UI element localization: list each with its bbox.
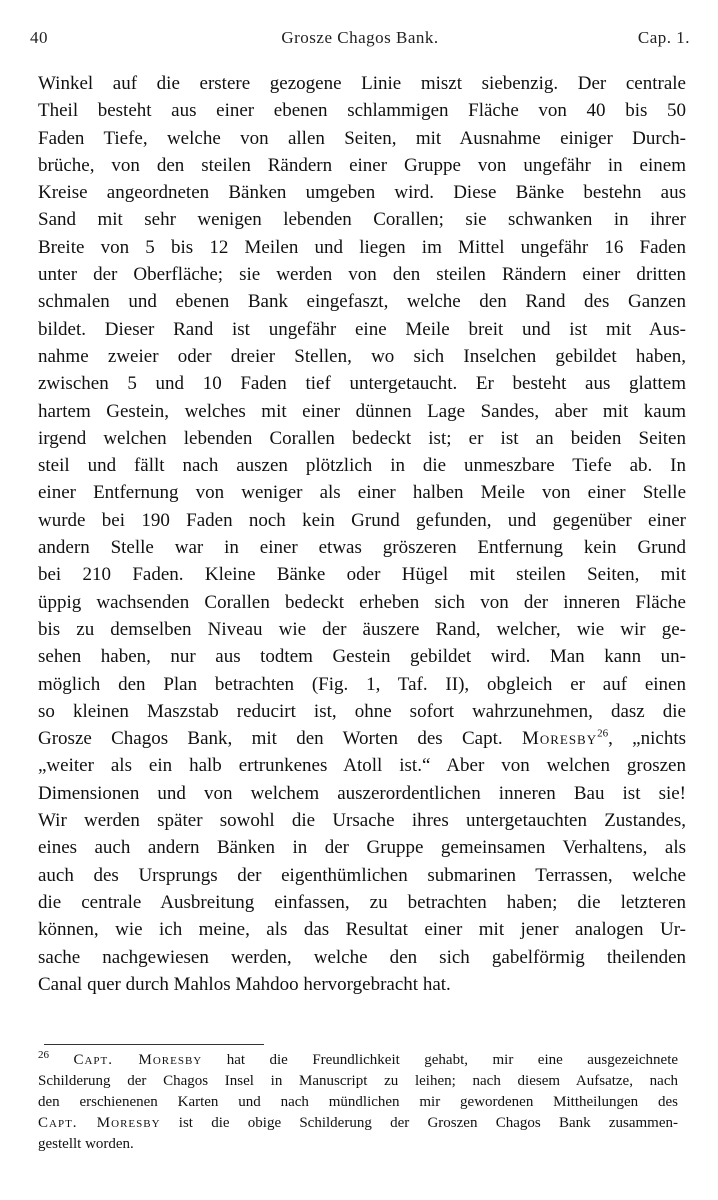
author-name: Moresby (521, 728, 598, 750)
text-line: Breite von 5 bis 12 Meilen und liegen im Mittel ungefähr 16 Faden (38, 236, 686, 258)
text-line: einer Entfernung von weniger als einer halben Meile von einer Stelle (38, 482, 686, 504)
text-line: unter der Oberfläche; sie werden von den steilen Rändern einer dritten (38, 264, 686, 286)
footnote-line: gestellt worden. (38, 1136, 134, 1152)
text-line: Faden Tiefe, welche von allen Seiten, mit Ausnahme einiger Durch- (38, 127, 686, 149)
text-line: auch des Ursprungs der eigenthümlichen submarinen Terrassen, welche (38, 864, 686, 886)
chapter-label: Cap. 1. (637, 28, 690, 47)
text-line: wurde bei 190 Faden noch kein Grund gefunden, und gegenüber einer (38, 509, 686, 531)
text-line: üppig wachsenden Corallen bedeckt erheben sich von der inneren Fläche (38, 591, 686, 613)
text-line-moresby: Grosze Chagos Bank, mit den Worten des Capt. Moresby$^{26}$, „nichts (38, 727, 686, 750)
text-line: Sand mit sehr wenigen lebenden Corallen; sie schwanken in ihrer (38, 209, 686, 231)
page-number: 40 (30, 28, 48, 47)
text-line: irgend welchen lebenden Corallen bedeckt ist; er ist an beiden Seiten (38, 427, 686, 449)
text-line: so kleinen Maszstab reducirt ist, ohne sofort wahrzunehmen, dasz die (38, 700, 686, 722)
text-line: Dimensionen und von welchem auszerordentlichen inneren Bau ist sie! (38, 782, 686, 804)
main-text (38, 70, 686, 998)
text-line: Kreise angeordneten Bänken umgeben wird. Diese Bänke bestehn aus (38, 182, 686, 204)
page-header (30, 28, 690, 52)
footnote-rule (44, 1044, 264, 1045)
text-line: möglich den Plan betrachten (Fig. 1, Taf. II), obgleich er auf einen (38, 673, 686, 695)
text-line: Winkel auf die erstere gezogene Linie miszt siebenzig. Der centrale (38, 73, 686, 94)
text-line: brüche, von den steilen Rändern einer Gruppe von ungefähr in einem (38, 154, 686, 176)
running-title: Grosze Chagos Bank. (281, 28, 439, 47)
footnote-line: Capt. Moresby ist die obige Schilderung der Groszen Chagos Bank zusammen- (38, 1115, 679, 1131)
text-line: Canal quer durch Mahlos Mahdoo hervorgebracht hat. (38, 973, 451, 995)
text-line: bis zu demselben Niveau wie der äuszere Rand, welcher, wie wir ge- (38, 618, 686, 640)
footnote-line: Schilderung der Chagos Insel in Manuscript zu leihen; nach diesem Aufsatze, nach (38, 1073, 678, 1089)
footnote (38, 1050, 678, 1155)
text-line: eines auch andern Bänken in der Gruppe gemeinsamen Verhaltens, als (38, 837, 686, 859)
text-line: nahme zweier oder dreier Stellen, wo sich Inselchen gebildet haben, (38, 345, 686, 367)
text-line: sehen haben, nur aus todtem Gestein gebildet wird. Man kann un- (38, 646, 686, 668)
text-line: andern Stelle war in einer etwas gröszeren Entfernung kein Grund (38, 537, 686, 559)
text-line: Wir werden später sowohl die Ursache ihres untergetauchten Zustandes, (38, 810, 686, 832)
footnote-line: $^{26}$ Capt. Moresby hat die Freundlichkeit gehabt, mir eine ausgezeichnete (38, 1049, 679, 1068)
footnote-number: 26 (38, 1049, 49, 1061)
text-line: bei 210 Faden. Kleine Bänke oder Hügel mit steilen Seiten, mit (38, 564, 686, 586)
text-line: Theil besteht aus einer ebenen schlammigen Fläche von 40 bis 50 (38, 100, 686, 122)
footnote-line: den erschienenen Karten und nach mündlichen mir gewordenen Mittheilungen des (38, 1094, 678, 1110)
text-line: sache nachgewiesen werden, welche den sich gabelförmig theilenden (38, 946, 686, 968)
text-line: steil und fällt nach auszen plötzlich in die unmeszbare Tiefe ab. In (38, 455, 686, 477)
text-line: können, wie ich meine, als das Resultat einer mit jener analogen Ur- (38, 919, 686, 941)
text-line: die centrale Ausbreitung einfassen, zu betrachten haben; die letzteren (38, 891, 686, 913)
text-line: schmalen und ebenen Bank eingefaszt, welche den Rand des Ganzen (38, 291, 686, 313)
text-line: „weiter als ein halb ertrunkenes Atoll ist.“ Aber von welchen groszen (38, 755, 686, 777)
text-line: zwischen 5 und 10 Faden tief untergetaucht. Er besteht aus glattem (38, 373, 686, 395)
footnote-ref[interactable]: 26 (597, 727, 609, 740)
text-line: bildet. Dieser Rand ist ungefähr eine Meile breit und ist mit Aus- (38, 318, 686, 340)
text-line: hartem Gestein, welches mit einer dünnen Lage Sandes, aber mit kaum (38, 400, 686, 422)
